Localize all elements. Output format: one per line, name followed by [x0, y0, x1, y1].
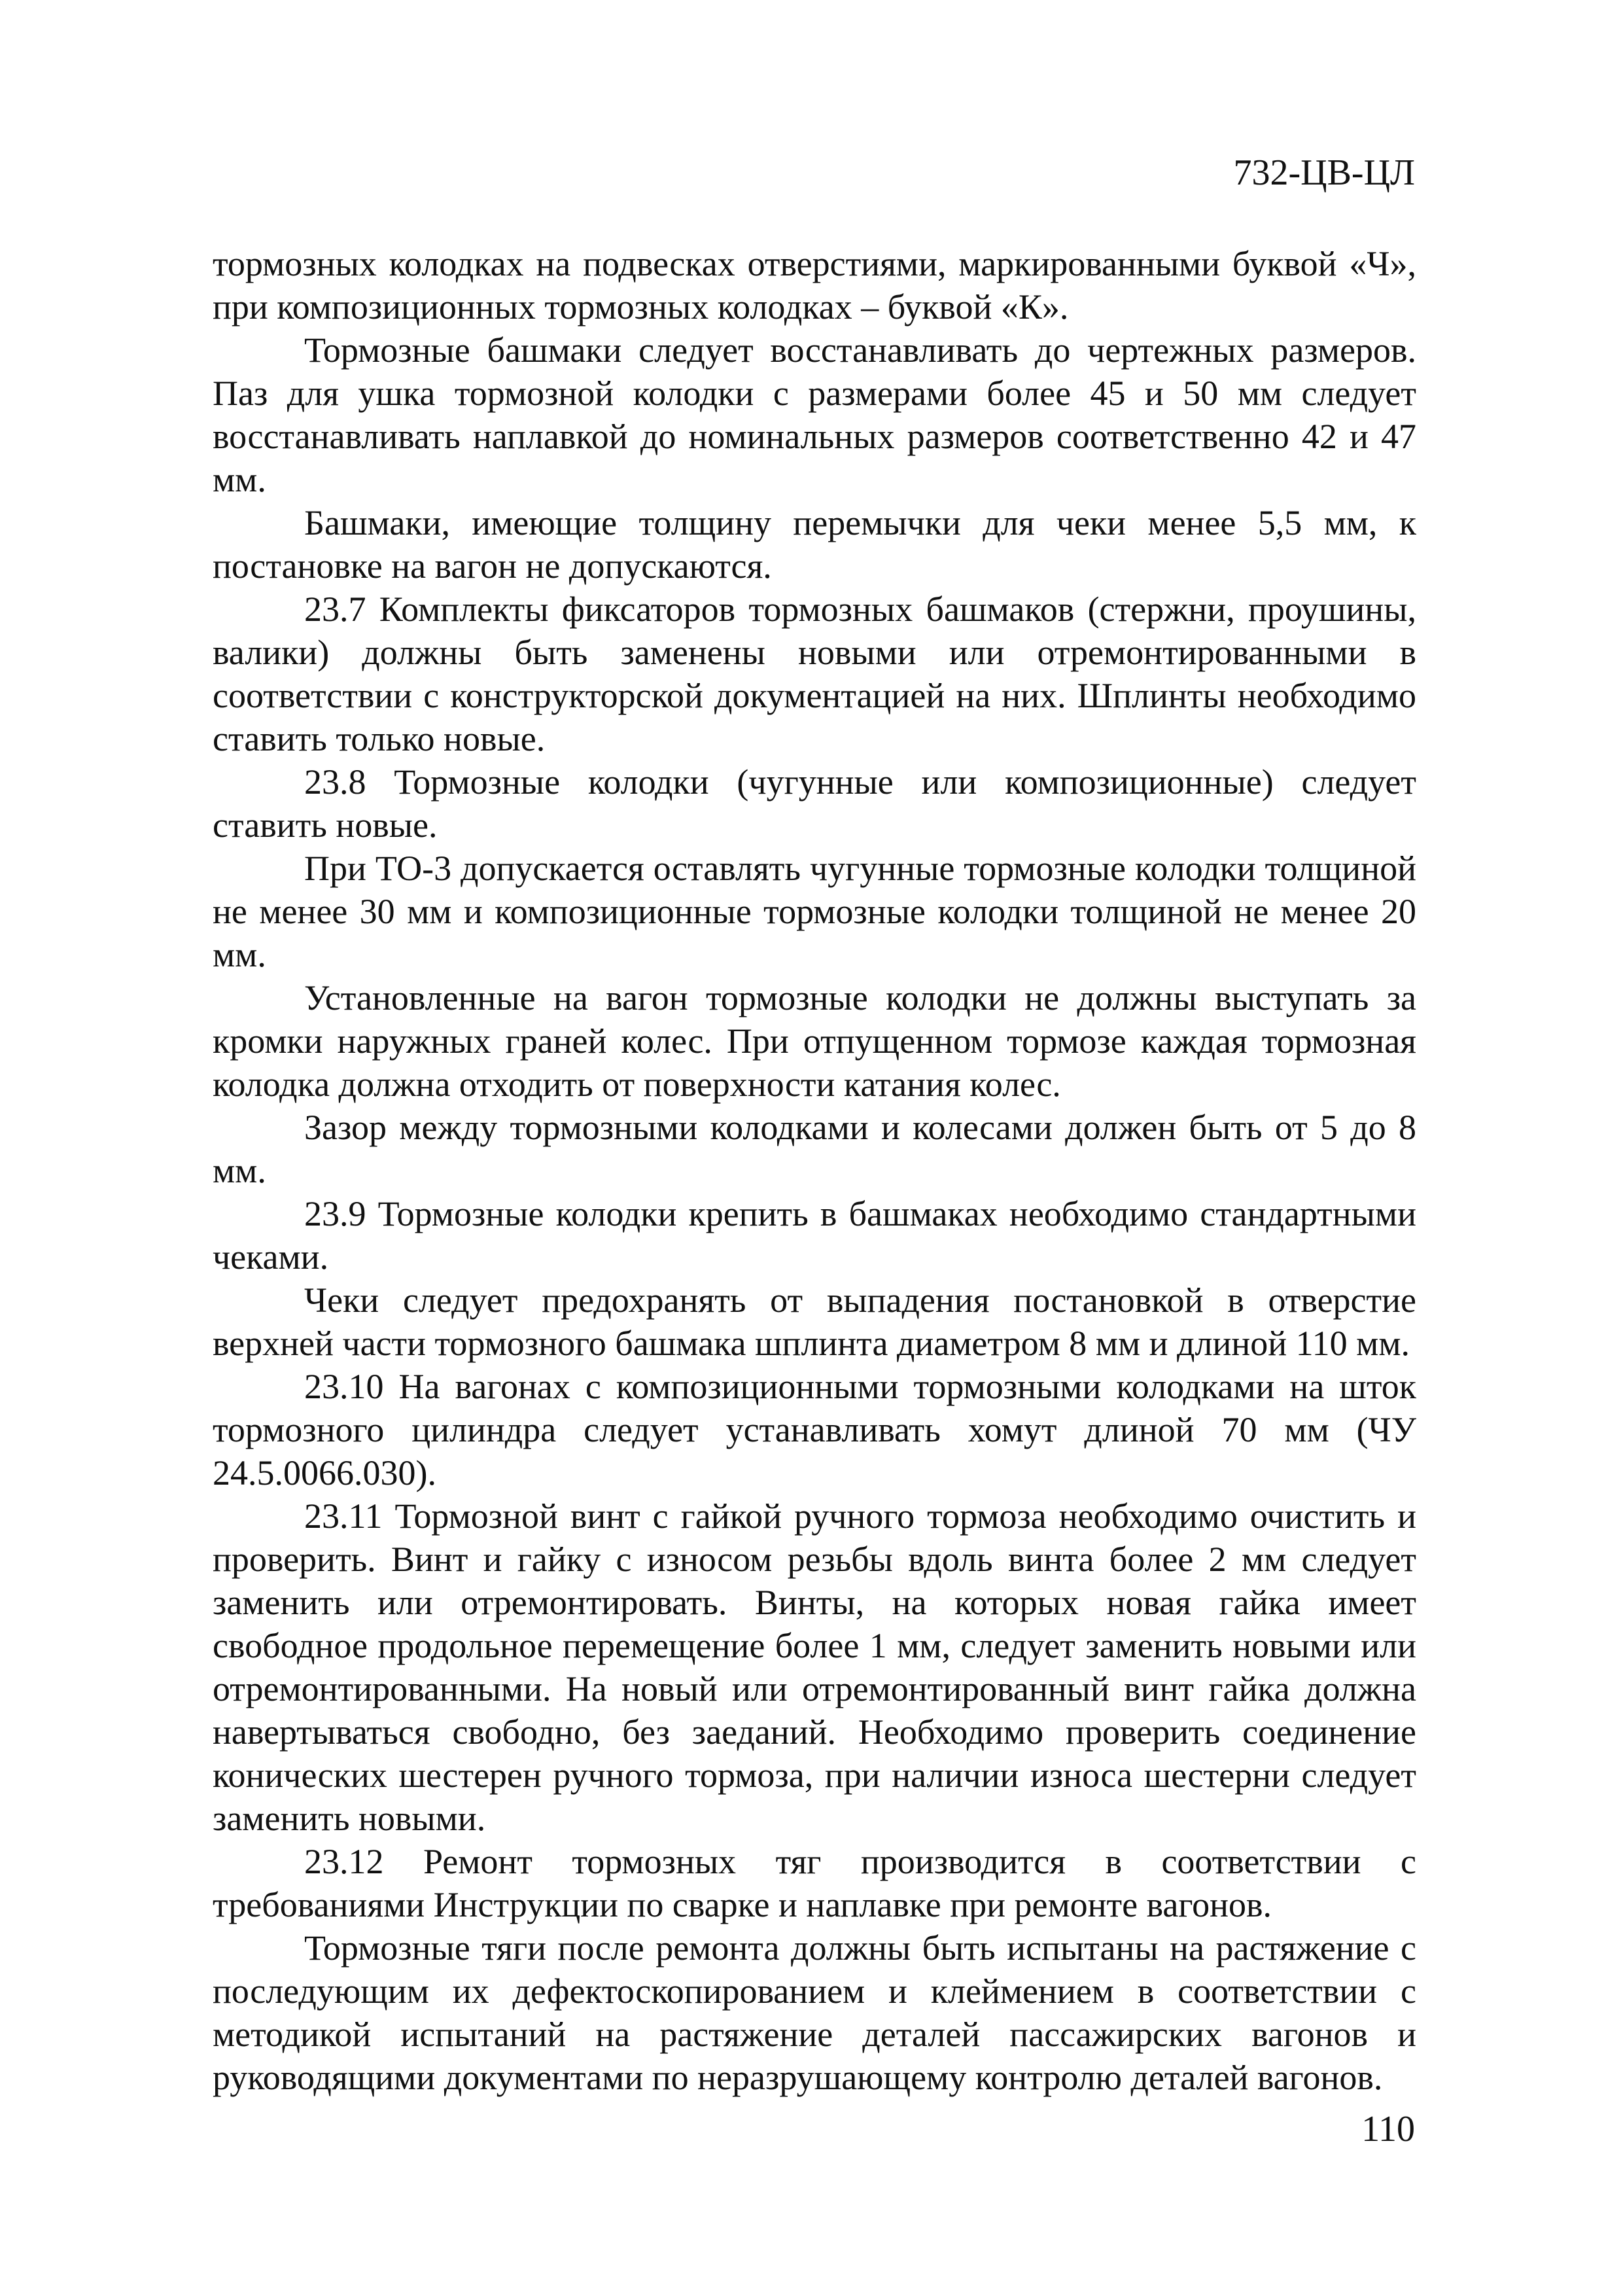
paragraph-clearance: Зазор между тормозными колодками и колесами должен быть от 5 до 8 мм. — [213, 1108, 1416, 1190]
page-number: 110 — [1361, 2109, 1415, 2149]
paragraph-23-11: 23.11 Тормозной винт с гайкой ручного тормоза необходимо очистить и проверить. Винт и гайку с износом резьбы вдоль винта более 2 мм следует заменить или отремонтировать. Винты, на которых новая гайка имеет свободное продольное перемещение более 1 мм, следует заменить новыми или отремонтированными. На новый или отремонтированный винт гайка должна навертываться свободно, без заеданий. Необходимо проверить соединение конических шестерен ручного тормоза, при наличии износа шестерни следует заменить новыми. — [213, 1496, 1416, 1838]
paragraph-23-8: 23.8 Тормозные колодки (чугунные или композиционные) следует ставить новые. — [213, 762, 1416, 845]
paragraph-23-9: 23.9 Тормозные колодки крепить в башмаках необходимо стандартными чеками. — [213, 1194, 1416, 1277]
paragraph-continuation: тормозных колодках на подвесках отверстиями, маркированными буквой «Ч», при композиционных тормозных колодках – буквой «К». — [213, 244, 1416, 327]
paragraph-23-7: 23.7 Комплекты фиксаторов тормозных башмаков (стержни, проушины, валики) должны быть заменены новыми или отремонтированными в соответствии с конструкторской документацией на них. Шплинты необходимо ставить только новые. — [213, 590, 1416, 758]
paragraph-rod-testing: Тормозные тяги после ремонта должны быть испытаны на растяжение с последующим их дефектоскопированием и клеймением в соответствии с методикой испытаний на растяжение деталей пассажирских вагонов и руководящими документами по неразрушающему контролю деталей вагонов. — [213, 1928, 1416, 2097]
paragraph-installed-pads: Установленные на вагон тормозные колодки не должны выступать за кромки наружных граней колес. При отпущенном тормозе каждая тормозная колодка должна отходить от поверхности катания колес. — [213, 978, 1416, 1104]
paragraph-to3-allowance: При ТО-3 допускается оставлять чугунные тормозные колодки толщиной не менее 30 мм и композиционные тормозные колодки толщиной не менее 20 мм. — [213, 849, 1416, 974]
paragraph-23-12: 23.12 Ремонт тормозных тяг производится в соответствии с требованиями Инструкции по сварке и наплавке при ремонте вагонов. — [213, 1842, 1416, 1924]
paragraph-23-10: 23.10 На вагонах с композиционными тормозными колодками на шток тормозного цилиндра следует устанавливать хомут длиной 70 мм (ЧУ 24.5.0066.030). — [213, 1367, 1416, 1492]
paragraph-shoe-jumper-thickness: Башмаки, имеющие толщину перемычки для чеки менее 5,5 мм, к постановке на вагон не допускаются. — [213, 503, 1416, 586]
paragraph-brake-shoes-restoration: Тормозные башмаки следует восстанавливать до чертежных размеров. Паз для ушка тормозной колодки с размерами более 45 и 50 мм следует восстанавливать наплавкой до номинальных размеров соответственно 42 и 47 мм. — [213, 330, 1416, 499]
document-code: 732-ЦВ-ЦЛ — [1233, 152, 1415, 193]
paragraph-key-protection: Чеки следует предохранять от выпадения постановкой в отверстие верхней части тормозного башмака шплинта диаметром 8 мм и длиной 110 мм. — [213, 1280, 1416, 1363]
document-body — [213, 242, 1416, 2099]
